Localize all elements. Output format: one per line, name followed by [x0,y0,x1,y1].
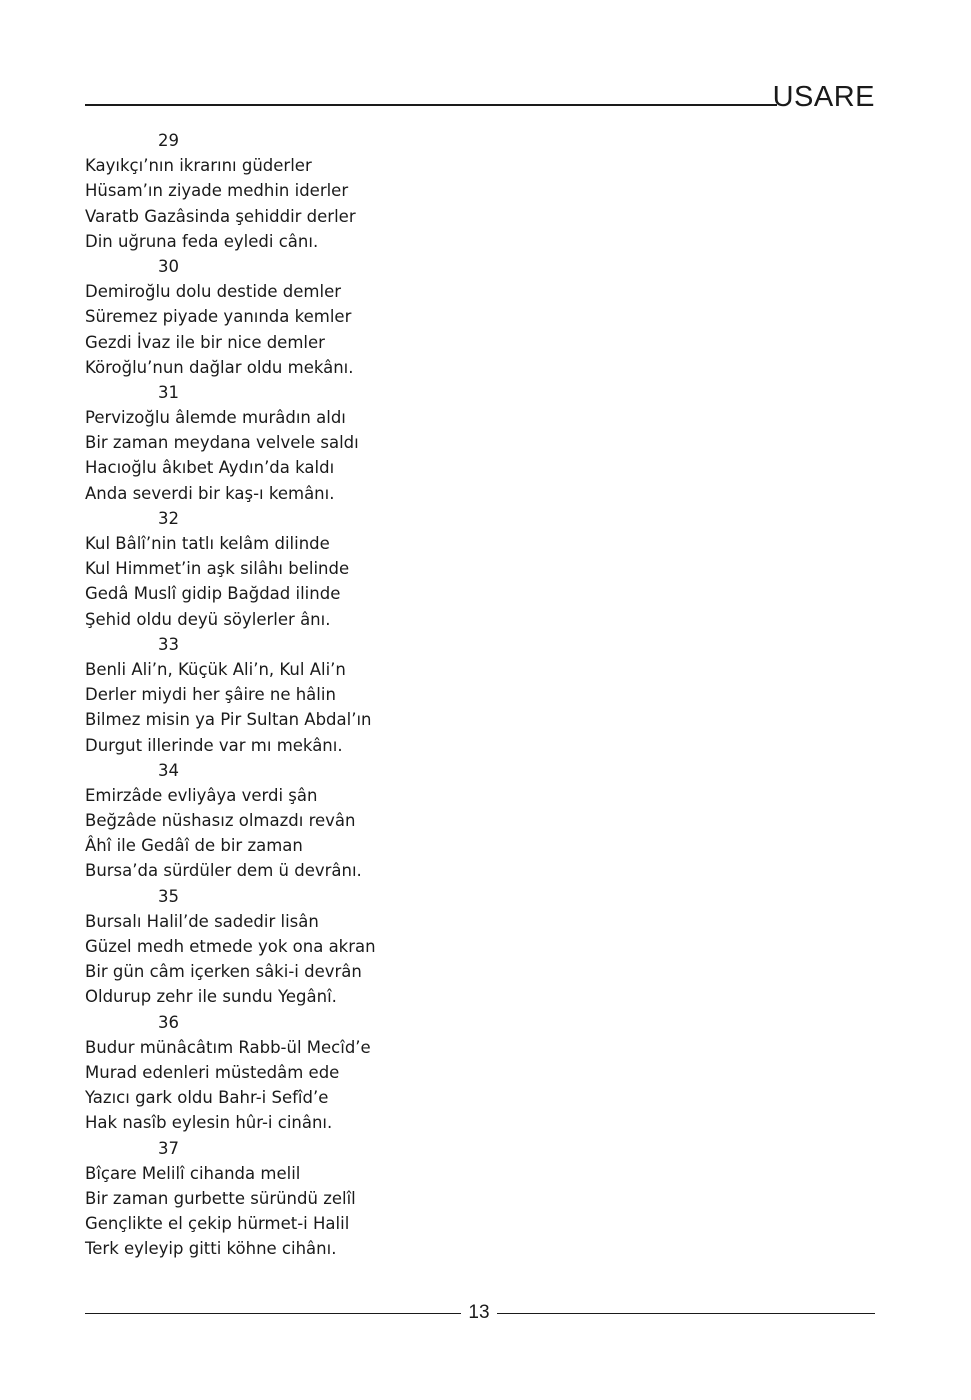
verse-line: Gedâ Muslî gidip Bağdad ilinde [85,584,341,604]
verse-line: Hak nasîb eylesin hûr-i cinânı. [85,1113,333,1133]
stanza [85,506,605,632]
verse-line: Hüsam’ın ziyade medhin iderler [85,181,349,201]
stanza-number: 36 [158,1012,179,1032]
verse-line: Murad edenleri müstedâm ede [85,1062,340,1082]
verse-line: Derler miydi her şâire ne hâlin [85,685,336,705]
verse-line: Süremez piyade yanında kemler [85,307,352,327]
verse-line: Âhî ile Gedâî de bir zaman [85,836,303,856]
page-header [85,78,875,112]
poem-body [85,128,605,1261]
stanza-number: 31 [158,382,179,402]
verse-line: Kul Bâlî’nin tatlı kelâm dilinde [85,534,330,553]
verse-line: Köroğlu’nun dağlar oldu mekânı. [85,357,354,377]
stanza [85,380,605,506]
stanza [85,1136,605,1262]
verse-line: Budur münâcâtım Rabb-ül Mecîd’e [85,1037,371,1057]
stanza-number: 29 [158,131,179,150]
verse-line: Bîçare Melilî cihanda melil [85,1163,301,1183]
journal-title: USARE [772,81,875,113]
verse-line: Beğzâde nüshasız olmazdı revân [85,811,356,831]
verse-line: Bursalı Halil’de sadedir lisân [85,911,319,931]
verse-line: Kayıkçı’nın ikrarını güderler [85,156,312,176]
verse-line: Bir zaman meydana velvele saldı [85,433,359,453]
page-number: 13 [468,1302,490,1323]
stanza [85,884,605,1010]
stanza [85,632,605,758]
verse-line: Varatb Gazâsinda şehiddir derler [85,206,356,226]
verse-line: Benli Ali’n, Küçük Ali’n, Kul Ali’n [85,659,346,679]
footer-rule-left [85,1313,461,1314]
verse-line: Terk eyleyip gitti köhne cihânı. [85,1239,337,1259]
verse-line: Gençlikte el çekip hürmet-i Halil [85,1214,350,1234]
verse-line: Bir gün câm içerken sâki-i devrân [85,962,362,982]
verse-line: Yazıcı gark oldu Bahr-i Sefîd’e [85,1088,329,1108]
header-rule [85,104,777,106]
verse-line: Oldurup zehr ile sundu Yegânî. [85,987,337,1007]
page-footer [85,1301,875,1325]
stanza-number: 33 [158,634,179,654]
verse-line: Bilmez misin ya Pir Sultan Abdal’ın [85,710,372,730]
verse-line: Emirzâde evliyâya verdi şân [85,785,318,805]
stanza [85,254,605,380]
verse-line: Bir zaman gurbette süründü zelîl [85,1188,356,1208]
verse-line: Güzel medh etmede yok ona akran [85,937,376,956]
verse-line: Durgut illerinde var mı mekânı. [85,735,343,755]
verse-line: Gezdi İvaz ile bir nice demler [85,332,325,352]
verse-line: Şehid oldu deyü söylerler ânı. [85,609,331,629]
verse-line: Anda severdi bir kaş-ı kemânı. [85,483,335,503]
verse-line: Bursa’da sürdüler dem ü devrânı. [85,861,362,881]
stanza-number: 35 [158,886,179,906]
stanza [85,1010,605,1136]
footer-rule-right [497,1313,875,1314]
stanza-number: 34 [158,760,179,780]
verse-line: Hacıoğlu âkıbet Aydın’da kaldı [85,458,335,478]
stanza-number: 30 [158,256,179,276]
verse-line: Demiroğlu dolu destide demler [85,282,342,302]
verse-line: Pervizoğlu âlemde murâdın aldı [85,408,346,428]
stanza [85,128,605,254]
stanza-number: 37 [158,1138,179,1158]
verse-line: Kul Himmet’in aşk silâhı belinde [85,559,350,579]
stanza [85,758,605,884]
stanza-number: 32 [158,508,179,528]
verse-line: Din uğruna feda eyledi cânı. [85,231,319,251]
